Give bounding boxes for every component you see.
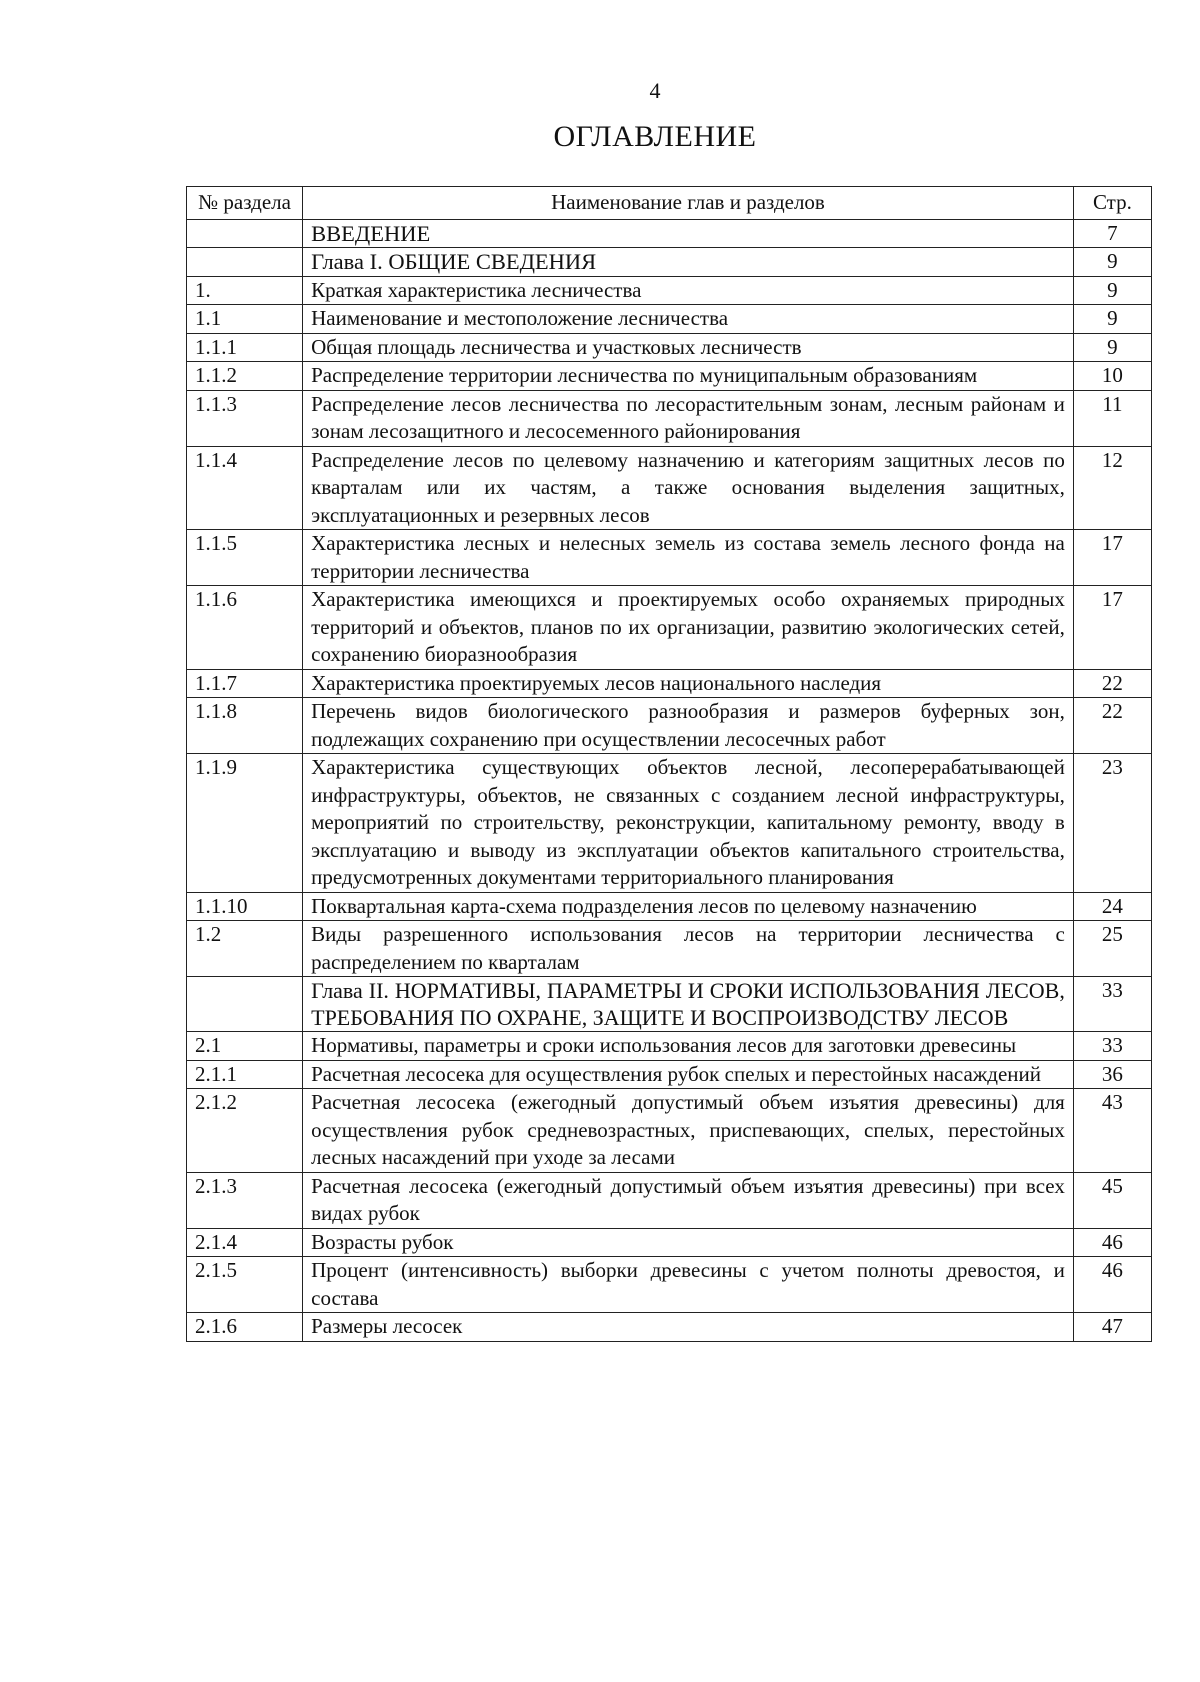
section-number: 1.1.8 [187, 698, 303, 754]
header-section-number: № раздела [187, 187, 303, 220]
table-row [187, 530, 1152, 586]
page-ref: 46 [1073, 1257, 1151, 1313]
section-number [187, 977, 303, 1032]
page-ref: 9 [1073, 305, 1151, 334]
section-title: Перечень видов биологического разнообразия и размеров буферных зон, подлежащих сохранению при осуществлении лесосечных работ [303, 698, 1074, 754]
section-title: Расчетная лесосека (ежегодный допустимый объем изъятия древесины) для осуществления рубок средневозрастных, приспевающих, спелых, перестойных лесных насаждений при уходе за лесами [303, 1089, 1074, 1173]
section-title: Распределение территории лесничества по муниципальным образованиям [303, 362, 1074, 391]
page-ref: 7 [1073, 219, 1151, 248]
section-number: 2.1.5 [187, 1257, 303, 1313]
section-title: Расчетная лесосека для осуществления рубок спелых и перестойных насаждений [303, 1060, 1074, 1089]
page-ref: 23 [1073, 754, 1151, 893]
section-number: 1.2 [187, 921, 303, 977]
section-title: Характеристика проектируемых лесов национального наследия [303, 669, 1074, 698]
section-title: Распределение лесов лесничества по лесорастительным зонам, лесным районам и зонам лесозащитного и лесосеменного районирования [303, 390, 1074, 446]
page-ref: 45 [1073, 1172, 1151, 1228]
section-title: Размеры лесосек [303, 1313, 1074, 1342]
table-row [187, 669, 1152, 698]
page-ref: 9 [1073, 248, 1151, 277]
table-row [187, 1313, 1152, 1342]
section-number: 1.1.6 [187, 586, 303, 670]
table-row [187, 921, 1152, 977]
section-number [187, 248, 303, 277]
section-title: Характеристика имеющихся и проектируемых особо охраняемых природных территорий и объектов, планов по их организации, развитию экологических сетей, сохранению биоразнообразия [303, 586, 1074, 670]
section-number: 2.1.4 [187, 1228, 303, 1257]
table-row [187, 219, 1152, 248]
section-title: Расчетная лесосека (ежегодный допустимый объем изъятия древесины) при всех видах рубок [303, 1172, 1074, 1228]
page-number: 4 [649, 78, 661, 103]
section-title: Наименование и местоположение лесничества [303, 305, 1074, 334]
section-title: Нормативы, параметры и сроки использования лесов для заготовки древесины [303, 1032, 1074, 1061]
page-ref: 33 [1073, 1032, 1151, 1061]
page-title: ОГЛАВЛЕНИЕ [553, 120, 757, 153]
page-ref: 36 [1073, 1060, 1151, 1089]
table-row [187, 248, 1152, 277]
section-number: 1.1.10 [187, 892, 303, 921]
section-number: 1.1 [187, 305, 303, 334]
section-number: 1.1.2 [187, 362, 303, 391]
page-ref: 12 [1073, 446, 1151, 530]
section-number: 2.1.6 [187, 1313, 303, 1342]
table-row [187, 362, 1152, 391]
section-number: 1.1.9 [187, 754, 303, 893]
section-title: Виды разрешенного использования лесов на территории лесничества с распределением по кварталам [303, 921, 1074, 977]
page-ref: 22 [1073, 669, 1151, 698]
section-number: 1.1.5 [187, 530, 303, 586]
header-page: Стр. [1073, 187, 1151, 220]
page-ref: 10 [1073, 362, 1151, 391]
page-ref: 24 [1073, 892, 1151, 921]
table-row [187, 333, 1152, 362]
table-row [187, 586, 1152, 670]
table-row [187, 390, 1152, 446]
table-row [187, 1089, 1152, 1173]
page-ref: 17 [1073, 586, 1151, 670]
page-ref: 25 [1073, 921, 1151, 977]
table-row [187, 446, 1152, 530]
page-ref: 17 [1073, 530, 1151, 586]
page-ref: 9 [1073, 276, 1151, 305]
table-row [187, 977, 1152, 1032]
section-title: Краткая характеристика лесничества [303, 276, 1074, 305]
page-ref: 43 [1073, 1089, 1151, 1173]
table-row [187, 276, 1152, 305]
header-section-name: Наименование глав и разделов [303, 187, 1074, 220]
section-number: 2.1.2 [187, 1089, 303, 1173]
table-row [187, 1228, 1152, 1257]
toc-table [186, 186, 1152, 1342]
section-title: ВВЕДЕНИЕ [303, 219, 1074, 248]
table-header-row [187, 187, 1152, 220]
table-row [187, 1257, 1152, 1313]
section-number: 1.1.1 [187, 333, 303, 362]
page-ref: 9 [1073, 333, 1151, 362]
section-number: 2.1.3 [187, 1172, 303, 1228]
toc-body [187, 219, 1152, 1341]
section-number: 1.1.4 [187, 446, 303, 530]
section-title: Характеристика существующих объектов лесной, лесоперерабатывающей инфраструктуры, объектов, не связанных с созданием лесной инфраструктуры, мероприятий по строительству, реконструкции, капитальному ремонту, вводу в эксплуатацию и выводу из эксплуатации объектов капитального строительства, предусмотренных документами территориального планирования [303, 754, 1074, 893]
table-row [187, 305, 1152, 334]
section-title: Характеристика лесных и нелесных земель из состава земель лесного фонда на территории лесничества [303, 530, 1074, 586]
section-number: 2.1.1 [187, 1060, 303, 1089]
page-ref: 33 [1073, 977, 1151, 1032]
page-ref: 47 [1073, 1313, 1151, 1342]
section-number: 2.1 [187, 1032, 303, 1061]
section-title: Общая площадь лесничества и участковых лесничеств [303, 333, 1074, 362]
page-ref: 22 [1073, 698, 1151, 754]
section-number: 1.1.7 [187, 669, 303, 698]
section-number: 1. [187, 276, 303, 305]
table-row [187, 754, 1152, 893]
table-row [187, 1060, 1152, 1089]
section-title: Распределение лесов по целевому назначению и категориям защитных лесов по кварталам или их частям, а также основания выделения защитных, эксплуатационных и резервных лесов [303, 446, 1074, 530]
table-row [187, 892, 1152, 921]
section-title: Процент (интенсивность) выборки древесины с учетом полноты древостоя, и состава [303, 1257, 1074, 1313]
table-row [187, 1172, 1152, 1228]
section-number: 1.1.3 [187, 390, 303, 446]
section-title: Возрасты рубок [303, 1228, 1074, 1257]
page-ref: 11 [1073, 390, 1151, 446]
table-row [187, 1032, 1152, 1061]
section-title: Глава II. НОРМАТИВЫ, ПАРАМЕТРЫ И СРОКИ ИСПОЛЬЗОВАНИЯ ЛЕСОВ, ТРЕБОВАНИЯ ПО ОХРАНЕ, ЗАЩИТЕ И ВОСПРОИЗВОДСТВУ ЛЕСОВ [303, 977, 1074, 1032]
table-row [187, 698, 1152, 754]
page-ref: 46 [1073, 1228, 1151, 1257]
section-title: Поквартальная карта-схема подразделения лесов по целевому назначению [303, 892, 1074, 921]
section-title: Глава I. ОБЩИЕ СВЕДЕНИЯ [303, 248, 1074, 277]
section-number [187, 219, 303, 248]
